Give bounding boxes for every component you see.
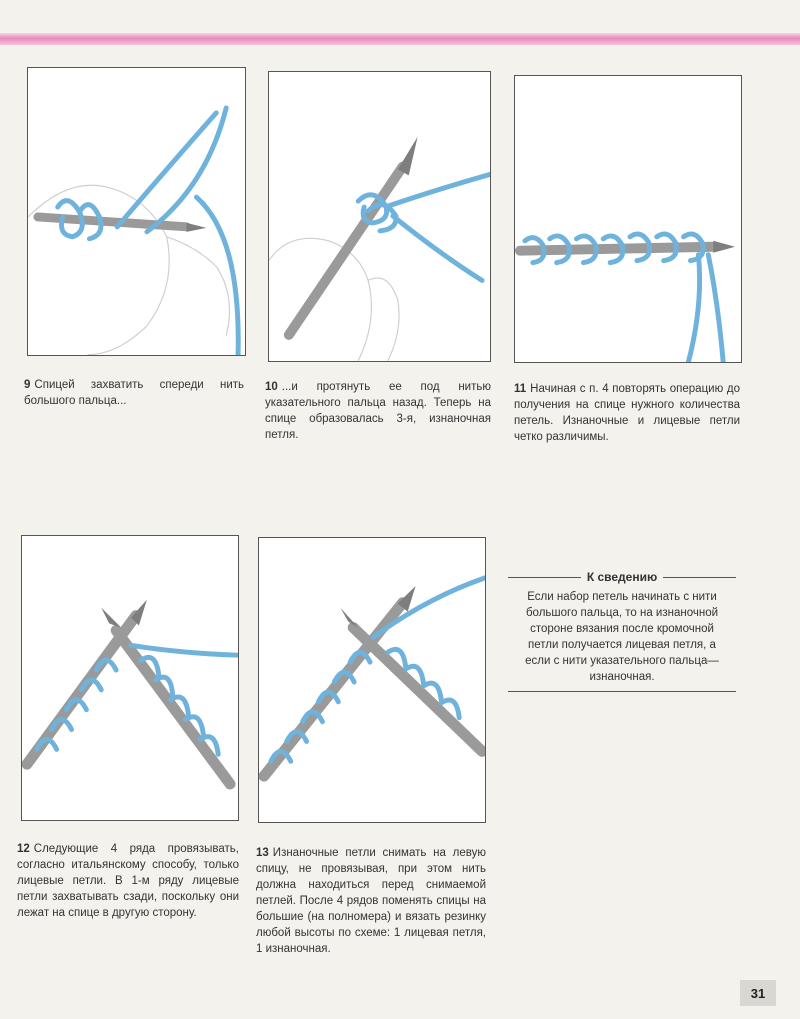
step-text: Спицей захватить спереди нить большого пальца...: [24, 379, 244, 407]
note-text: Если набор петель начинать с нити большого пальца, то на изнаночной стороне вязания после кромочной петли получается лицевая петля, а если с нити указательного пальца— изнаночная.: [508, 585, 736, 692]
needle-tip: [398, 137, 418, 176]
step-number: 10: [265, 381, 278, 393]
illustration-step-11: [514, 75, 742, 363]
needle: [520, 247, 713, 251]
yarn-strand: [688, 255, 699, 362]
caption-step-9: [24, 377, 244, 409]
header-accent-band: [0, 33, 800, 45]
yarn-strand: [147, 108, 226, 232]
needle-right: [353, 627, 482, 751]
note-header: [508, 569, 736, 585]
needle-tip: [101, 608, 121, 628]
needle-tip: [187, 223, 207, 232]
yarn-strand: [196, 197, 238, 355]
step-text: Начиная с п. 4 повторять операцию до получения на спице нужного количества петель. Изнаночные и лицевые петли четко различимы.: [514, 383, 740, 443]
divider: [508, 577, 581, 578]
yarn-strand: [131, 645, 238, 655]
illustration-step-10: [268, 71, 491, 362]
step-text: Изнаночные петли снимать на левую спицу, не провязывая, при этом нить должна находиться перед снимаемой петлей. После 4 рядов поменять спицы на большие (на полномера) и вязать резинку любой высоты по схеме: 1 лицевая петля, 1 изнаночная.: [256, 847, 486, 955]
finger-outline: [167, 237, 230, 336]
caption-step-13: [256, 845, 486, 957]
needle: [289, 166, 403, 334]
info-note: [508, 569, 736, 692]
yarn-strand: [708, 255, 723, 362]
divider: [663, 577, 736, 578]
hand-outline: [269, 238, 371, 360]
page-number: 31: [740, 980, 776, 1006]
caption-step-11: [514, 381, 740, 445]
yarn-strand: [393, 216, 482, 280]
yarn-strand: [388, 174, 490, 206]
illustration-step-12: [21, 535, 239, 821]
step-number: 11: [514, 383, 527, 395]
finger-outline: [368, 278, 399, 361]
needle-tip: [713, 241, 735, 253]
step-text: Следующие 4 ряда провязывать, согласно итальянскому способу, только лицевые петли. В 1-м ряду лицевые петли захватывать сзади, поскольку они лежат на спице в другую сторону.: [17, 843, 239, 919]
illustration-step-13: [258, 537, 486, 823]
yarn-stitches: [388, 649, 459, 717]
step-number: 12: [17, 843, 30, 855]
yarn-strand: [373, 578, 485, 637]
step-number: 9: [24, 379, 31, 391]
note-title: К сведению: [586, 570, 658, 584]
caption-step-10: [265, 379, 491, 443]
caption-step-12: [17, 841, 239, 921]
step-number: 13: [256, 847, 269, 859]
illustration-step-9: [27, 67, 246, 356]
step-text: ...и протянуть ее под нитью указательного пальца назад. Теперь на спице образовалась 3-я, изнаночная петля.: [265, 381, 491, 441]
